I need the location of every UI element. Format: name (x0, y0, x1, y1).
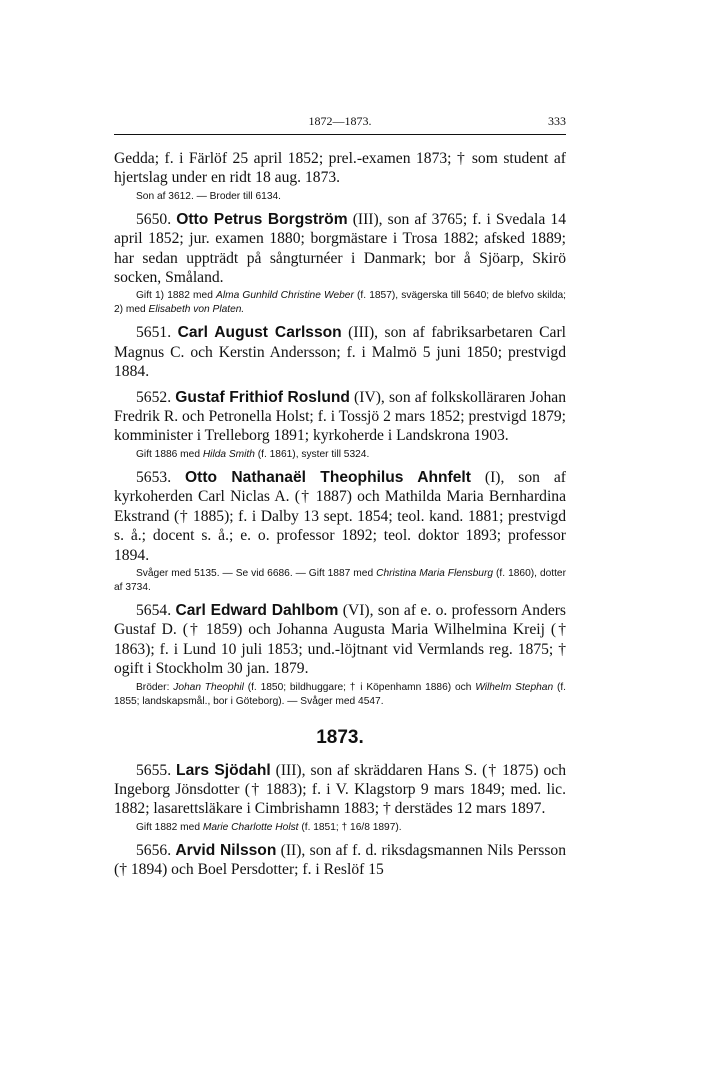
person-name: Gustaf Frithiof Roslund (175, 388, 350, 406)
entry-text: (II), son af f. d. riksdagsmannen Nils Persson († 1894) och Boel Persdotter; f. i Reslöf 15 (114, 841, 566, 879)
entry-paragraph (114, 210, 566, 288)
entry-text: (III), son af 3765; f. i Svedala 14 april 1852; jur. examen 1880; borgmästare i Trosa 1882; afsked 1889; har sedan uppträdt på sångturnéer i Danmark; bor å Sjöarp, Skirö socken, Småland. (114, 210, 566, 287)
person-name: Arvid Nilsson (175, 841, 277, 859)
entry-number: 5651. (136, 324, 178, 342)
entry-paragraph (114, 388, 566, 446)
entry-number: 5653. (136, 468, 186, 486)
person-name: Lars Sjödahl (176, 761, 271, 779)
page (114, 112, 566, 880)
note-text: (f. 1850; bildhuggare; † i Köpenhamn 1886) och (243, 681, 476, 693)
entry-note (114, 289, 566, 317)
entry-number: 5652. (136, 388, 176, 406)
entries-1872 (114, 210, 566, 709)
note-text: (f. 1857), svägerska till 5640; de blefvo skilda; 2) med (114, 290, 566, 316)
note-text: (f. 1855; landskapsmål., bor i Göteborg). — Svåger med 4547. (114, 681, 566, 707)
entry-note (114, 821, 566, 835)
note-text: (f. 1861), syster till 5324. (254, 448, 370, 460)
entries-1873 (114, 761, 566, 880)
entry-text: (IV), son af folkskolläraren Johan Fredrik R. och Petronella Holst; f. i Tossjö 2 mars 1852; prestvigd 1879; komminister i Trelleborg 1891; kyrkoherde i Landskrona 1903. (114, 388, 566, 445)
entry-paragraph (114, 601, 566, 679)
note-name: Hilda Smith (202, 448, 255, 460)
entry-paragraph (114, 323, 566, 381)
note-text: Gift 1886 med (136, 448, 203, 460)
entry-number: 5655. (136, 761, 177, 779)
entry-note (114, 448, 566, 462)
note-text: Bröder: (136, 681, 174, 693)
entry-note (114, 681, 566, 709)
running-header (114, 112, 566, 130)
note-name: Elisabeth von Platen. (148, 304, 245, 316)
entry-text: (I), son af kyrkoherden Carl Niclas A. († 1887) och Mathilda Maria Bernhardina Ekstrand († 1885); f. i Dalby 13 sept. 1854; teol. kand. 1881; prestvigd s. å.; docent s. å.; e. o. professor 1892; teol. doktor 1893; professor 1894. (114, 468, 566, 564)
entry-number: 5650. (136, 210, 177, 228)
entry-number: 5654. (136, 601, 176, 619)
entry-number: 5656. (136, 841, 176, 859)
note-text: Svåger med 5135. — Se vid 6686. — Gift 1887 med (136, 567, 377, 579)
note-text: Gift 1882 med (136, 821, 203, 833)
page-number: 333 (548, 114, 566, 128)
note-text: Gift 1) 1882 med (136, 290, 217, 302)
person-name: Carl August Carlsson (177, 324, 342, 342)
entry-text: (VI), son af e. o. professorn Anders Gustaf D. († 1859) och Johanna Augusta Maria Wilhelmina Kreij († 1863); f. i Lund 10 juli 1853; und.-löjtnant vid Vermlands reg. 1875; † ogift i Stockholm 30 jan. 1879. (114, 601, 567, 678)
note-text: (f. 1851; † 16/8 1897). (298, 821, 402, 833)
person-name: Otto Petrus Borgström (176, 210, 348, 228)
entry-text: (III), son af skräddaren Hans S. († 1875) och Ingeborg Jönsdotter († 1883); f. i V. Klagstorp 9 mars 1849; med. lic. 1882; lasarettsläkare i Cimbrishamn 1883; † derstädes 12 mars 1897. (114, 761, 566, 818)
note-text: (f. 1860), dotter af 3734. (114, 567, 566, 593)
note-name: Wilhelm Stephan (475, 681, 554, 693)
entry-paragraph (114, 841, 566, 880)
intro-note: Son af 3612. — Broder till 6134. (136, 190, 281, 202)
entry-paragraph (114, 468, 566, 565)
note-name: Marie Charlotte Holst (202, 821, 299, 833)
person-name: Otto Nathanaël Theophilus Ahnfelt (185, 468, 471, 486)
entry-text: (III), son af fabriksarbetaren Carl Magnus C. och Kerstin Andersson; f. i Malmö 5 juni 1850; prestvigd 1884. (114, 324, 566, 381)
year-heading: 1873. (316, 726, 364, 748)
header-rule (114, 134, 566, 135)
note-name: Johan Theophil (173, 681, 244, 693)
intro-text: Gedda; f. i Färlöf 25 april 1852; prel.-examen 1873; † som student af hjertslag under en ridt 18 aug. 1873. (114, 150, 566, 187)
note-name: Christina Maria Flensburg (376, 567, 494, 579)
person-name: Carl Edward Dahlbom (175, 601, 339, 619)
entry-note (114, 567, 566, 595)
entry-paragraph (114, 761, 566, 819)
note-name: Alma Gunhild Christine Weber (216, 290, 354, 302)
header-title: 1872—1873. (308, 114, 372, 128)
